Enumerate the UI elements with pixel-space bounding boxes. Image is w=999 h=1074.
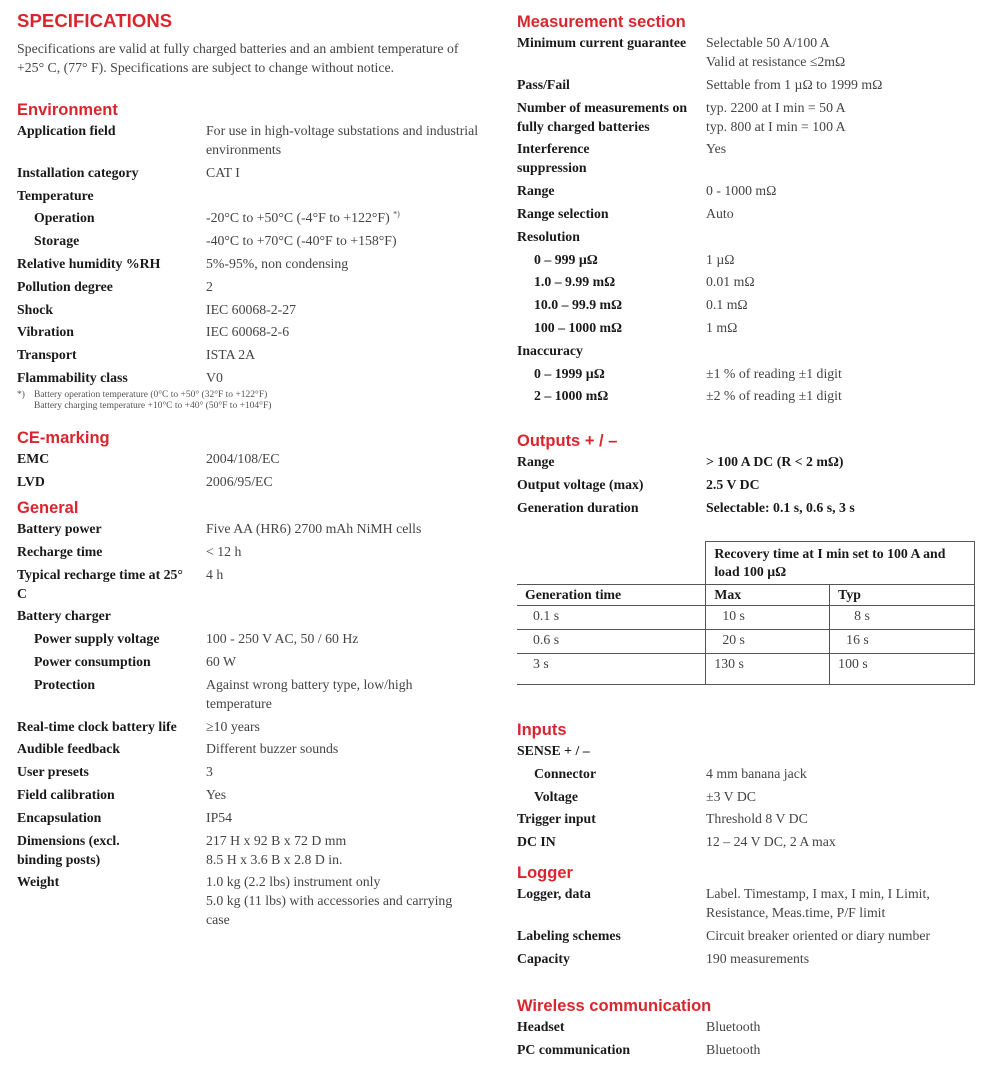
- spec-value: [706, 33, 987, 71]
- spec-row-range: [517, 181, 987, 200]
- spec-value: 0.1 mΩ: [706, 297, 748, 313]
- dimensions-imperial: 8.5 H x 3.6 B x 2.8 D in.: [206, 851, 343, 867]
- table-header-row: [517, 585, 975, 606]
- footnote-text: Battery operation temperature (0°C to +50° (32°F to +122°F): [34, 389, 268, 400]
- spec-label: Range: [517, 454, 555, 469]
- spec-row-flammability: [17, 368, 487, 387]
- spec-value: ±1 % of reading ±1 digit: [706, 365, 842, 381]
- spec-value: > 100 A DC (R < 2 mΩ): [706, 454, 844, 469]
- spec-value: 2006/95/EC: [206, 473, 273, 489]
- table-cell: 100 s: [830, 654, 975, 685]
- ce-marking-section: [17, 427, 487, 491]
- spec-row-trigger: [517, 809, 987, 828]
- spec-row-output-voltage: [517, 475, 987, 494]
- num-measurements-50a: typ. 2200 at I min = 50 A: [706, 99, 846, 115]
- spec-row-installation-category: [17, 163, 487, 182]
- spec-label: Application field: [17, 123, 116, 138]
- spec-label: 2 – 1000 mΩ: [534, 388, 609, 404]
- spec-row-operation: [17, 208, 487, 227]
- spec-row-interference: [517, 139, 987, 177]
- table-cell: 8 s: [830, 606, 975, 630]
- spec-label: Power supply voltage: [34, 631, 160, 647]
- section-heading-inputs: Inputs: [517, 721, 567, 739]
- table-col-header: Typ: [830, 585, 975, 606]
- spec-value: Against wrong battery type, low/high temperature: [206, 676, 413, 711]
- spec-value: For use in high-voltage substations and industrial environments: [206, 123, 479, 157]
- spec-label: DC IN: [517, 834, 556, 850]
- spec-value: Label. Timestamp, I max, I min, I Limit, Resistance, Meas.time, P/F limit: [706, 886, 930, 920]
- spec-row-lvd: [17, 472, 487, 491]
- spec-row-generation-duration: [517, 498, 987, 517]
- spec-value: [206, 872, 487, 929]
- footnote-mark: *): [17, 389, 25, 400]
- spec-value: 60 W: [206, 653, 237, 669]
- page-title: SPECIFICATIONS: [17, 10, 173, 31]
- spec-label: Typical recharge time at 25° C: [17, 566, 183, 601]
- spec-label: Encapsulation: [17, 809, 102, 825]
- resolution-row: [517, 318, 987, 337]
- spec-value: 0.01 mΩ: [706, 274, 755, 290]
- spec-value: 4 h: [206, 566, 224, 582]
- spec-value: Different buzzer sounds: [206, 741, 339, 757]
- spec-label: Real-time clock battery life: [17, 718, 177, 734]
- spec-label: Operation: [34, 210, 95, 226]
- spec-label: Logger, data: [517, 886, 591, 901]
- spec-row-power-supply-voltage: [17, 629, 487, 648]
- weight-instrument: 1.0 kg (2.2 lbs) instrument only: [206, 874, 381, 890]
- spec-label: Pollution degree: [17, 278, 113, 294]
- logger-section: [517, 862, 987, 968]
- resolution-row: [517, 295, 987, 314]
- spec-value: Yes: [706, 141, 727, 157]
- table-col-header: Max: [706, 585, 830, 606]
- spec-value: IEC 60068-2-27: [206, 301, 297, 317]
- spec-row-pc-communication: [517, 1040, 987, 1059]
- inaccuracy-row: [517, 386, 987, 405]
- spec-label: Minimum current guarantee: [517, 35, 687, 50]
- spec-label: Installation category: [17, 164, 139, 180]
- spec-label: Headset: [517, 1019, 565, 1034]
- footnote-line-1: [17, 390, 487, 401]
- section-heading-outputs: Outputs + / –: [517, 432, 618, 450]
- measurement-section: [517, 11, 987, 405]
- spec-row-field-calibration: [17, 785, 487, 804]
- spec-label: Capacity: [517, 950, 570, 966]
- section-heading-general: General: [17, 499, 79, 517]
- spec-value: 3: [206, 764, 213, 780]
- spec-value: 2: [206, 278, 213, 294]
- environment-section: [17, 99, 487, 412]
- spec-row-labeling: [517, 926, 987, 945]
- spec-value: < 12 h: [206, 543, 242, 559]
- spec-label: Interference suppression: [517, 141, 590, 176]
- spec-value: IP54: [206, 809, 233, 825]
- spec-label: SENSE + / –: [517, 743, 590, 758]
- spec-label: 0 – 999 µΩ: [534, 251, 598, 267]
- operation-temp-value: -20°C to +50°C (-4°F to +122°F): [206, 210, 390, 226]
- section-heading-logger: Logger: [517, 864, 573, 882]
- spec-value: Settable from 1 µΩ to 1999 mΩ: [706, 76, 883, 92]
- spec-label: Voltage: [534, 788, 578, 804]
- spec-label: Storage: [34, 233, 80, 249]
- min-current-selectable: Selectable 50 A/100 A: [706, 35, 830, 50]
- table-row: [517, 654, 975, 685]
- spec-label: Inaccuracy: [517, 342, 583, 358]
- spec-row-humidity: [17, 254, 487, 273]
- spec-value: [206, 606, 487, 625]
- spec-label: Trigger input: [517, 811, 596, 827]
- num-measurements-100a: typ. 800 at I min = 100 A: [706, 118, 846, 134]
- spec-label: Weight: [17, 874, 60, 890]
- table-row: [517, 630, 975, 654]
- spec-row-transport: [17, 345, 487, 364]
- table-empty-header: [517, 542, 706, 585]
- table-cell: 130 s: [706, 654, 830, 685]
- spec-value: 0 - 1000 mΩ: [706, 183, 777, 199]
- weight-with-accessories: 5.0 kg (11 lbs) with accessories and carrying case: [206, 893, 453, 928]
- spec-label: EMC: [17, 451, 50, 466]
- spec-label: Dimensions (excl. binding posts): [17, 832, 120, 867]
- spec-value: 12 – 24 V DC, 2 A max: [706, 834, 836, 850]
- table-cell: 0.6 s: [517, 630, 706, 654]
- spec-row-pollution: [17, 277, 487, 296]
- table-cell: 0.1 s: [517, 606, 706, 630]
- spec-label: Range: [517, 183, 555, 199]
- spec-label: Transport: [17, 347, 77, 363]
- section-heading-ce-marking: CE-marking: [17, 429, 110, 447]
- spec-row-min-current: [517, 33, 987, 71]
- section-heading-measurement: Measurement section: [517, 13, 686, 31]
- spec-value: Bluetooth: [706, 1019, 761, 1034]
- table-col-header: Generation time: [517, 585, 706, 606]
- intro-text: Specifications are valid at fully charged batteries and an ambient temperature of +25° C, (77° F). Specifications are subject to change without notice.: [17, 41, 459, 75]
- spec-value: IEC 60068-2-6: [206, 324, 290, 340]
- general-section: [17, 497, 487, 929]
- spec-value: 2.5 V DC: [706, 476, 760, 492]
- spec-value: ISTA 2A: [206, 347, 256, 363]
- section-heading-environment: Environment: [17, 101, 118, 119]
- spec-value: CAT I: [206, 164, 240, 180]
- spec-label: User presets: [17, 764, 89, 780]
- spec-row-headset: [517, 1017, 987, 1036]
- spec-value: [706, 741, 987, 760]
- spec-value: Threshold 8 V DC: [706, 811, 808, 827]
- table-cell: 3 s: [517, 654, 706, 685]
- wireless-section: [517, 995, 987, 1059]
- spec-label: Battery charger: [17, 608, 111, 624]
- spec-label: Shock: [17, 301, 54, 317]
- spec-label: Temperature: [17, 187, 94, 203]
- spec-value: Auto: [706, 205, 734, 221]
- spec-value: Yes: [206, 786, 227, 802]
- spec-label: Battery power: [17, 521, 102, 536]
- spec-label: Recharge time: [17, 543, 103, 559]
- spec-row-emc: [17, 449, 487, 468]
- spec-row-inaccuracy: [517, 341, 987, 360]
- spec-value: [206, 831, 487, 869]
- spec-row-vibration: [17, 322, 487, 341]
- spec-value: Five AA (HR6) 2700 mAh NiMH cells: [206, 521, 422, 536]
- spec-row-sense: [517, 741, 987, 760]
- spec-label: Protection: [34, 676, 96, 692]
- spec-label: PC communication: [517, 1041, 631, 1057]
- table-cell: 10 s: [706, 606, 830, 630]
- spec-label: Generation duration: [517, 499, 639, 515]
- resolution-row: [517, 250, 987, 269]
- spec-label: Range selection: [517, 205, 609, 221]
- spec-row-dimensions: [17, 831, 487, 869]
- spec-row-num-measurements: [517, 98, 987, 136]
- spec-value: Circuit breaker oriented or diary number: [706, 927, 931, 943]
- spec-label: Connector: [534, 765, 597, 781]
- spec-row-encapsulation: [17, 808, 487, 827]
- dimensions-metric: 217 H x 92 B x 72 D mm: [206, 832, 347, 848]
- spec-value: Bluetooth: [706, 1041, 761, 1057]
- spec-value: ±2 % of reading ±1 digit: [706, 388, 842, 404]
- spec-label: Pass/Fail: [517, 76, 570, 92]
- spec-row-storage: [17, 231, 487, 250]
- spec-label: 0 – 1999 µΩ: [534, 365, 605, 381]
- spec-label: Power consumption: [34, 653, 151, 669]
- spec-value: [206, 208, 487, 227]
- spec-row-dc-in: [517, 832, 987, 851]
- footnote-line-2: Battery charging temperature +10°C to +40° (50°F to +104°F): [34, 400, 272, 411]
- spec-value: [706, 98, 987, 136]
- inputs-section: [517, 719, 987, 851]
- min-current-validity: Valid at resistance ≤2mΩ: [706, 54, 846, 69]
- spec-label: Labeling schemes: [517, 927, 621, 943]
- spec-row-resolution: [517, 227, 987, 246]
- spec-label: Resolution: [517, 228, 580, 244]
- spec-row-battery-power: [17, 519, 487, 538]
- spec-label: Field calibration: [17, 786, 115, 802]
- spec-row-connector: [517, 764, 987, 783]
- spec-row-shock: [17, 300, 487, 319]
- spec-label: LVD: [17, 473, 45, 489]
- spec-value: [206, 186, 487, 205]
- spec-row-pass-fail: [517, 75, 987, 94]
- spec-label: Number of measurements on fully charged batteries: [517, 99, 688, 134]
- spec-row-capacity: [517, 949, 987, 968]
- spec-value: Selectable: 0.1 s, 0.6 s, 3 s: [706, 499, 855, 515]
- spec-value: [706, 341, 987, 360]
- spec-row-typical-recharge: [17, 565, 487, 603]
- spec-row-rtc-battery: [17, 717, 487, 736]
- spec-label: Relative humidity %RH: [17, 255, 161, 271]
- spec-row-logger-data: [517, 884, 987, 922]
- spec-value: 5%-95%, non condensing: [206, 255, 349, 271]
- inaccuracy-row: [517, 364, 987, 383]
- spec-label: 10.0 – 99.9 mΩ: [534, 297, 623, 313]
- table-group-header: Recovery time at I min set to 100 A and load 100 µΩ: [706, 542, 975, 585]
- spec-row-protection: [17, 675, 487, 713]
- table-cell: 20 s: [706, 630, 830, 654]
- spec-value: V0: [206, 369, 223, 385]
- footnote-marker: *): [393, 209, 400, 219]
- spec-row-temperature: [17, 186, 487, 205]
- spec-label: Vibration: [17, 324, 74, 340]
- spec-row-power-consumption: [17, 652, 487, 671]
- spec-row-output-range: [517, 452, 987, 471]
- spec-value: [706, 227, 987, 246]
- spec-label: Flammability class: [17, 369, 128, 385]
- spec-value: -40°C to +70°C (-40°F to +158°F): [206, 233, 397, 249]
- spec-row-audible-feedback: [17, 739, 487, 758]
- table-group-header-row: [517, 542, 975, 585]
- spec-label: 100 – 1000 mΩ: [534, 319, 623, 335]
- section-heading-wireless: Wireless communication: [517, 997, 712, 1015]
- spec-value: 190 measurements: [706, 950, 810, 966]
- spec-row-range-selection: [517, 204, 987, 223]
- spec-label: 1.0 – 9.99 mΩ: [534, 274, 616, 290]
- spec-row-weight: [17, 872, 487, 929]
- spec-label: Output voltage (max): [517, 476, 644, 492]
- spec-row-battery-charger: [17, 606, 487, 625]
- spec-value: 2004/108/EC: [206, 451, 280, 466]
- resolution-row: [517, 272, 987, 291]
- spec-value: 4 mm banana jack: [706, 765, 807, 781]
- spec-label: Audible feedback: [17, 741, 121, 757]
- spec-row-user-presets: [17, 762, 487, 781]
- spec-value: 1 µΩ: [706, 251, 735, 267]
- recovery-time-table: [517, 541, 975, 685]
- spec-value: ±3 V DC: [706, 788, 757, 804]
- table-row: [517, 606, 975, 630]
- spec-value: 1 mΩ: [706, 319, 738, 335]
- spec-row-voltage: [517, 787, 987, 806]
- spec-value: 100 - 250 V AC, 50 / 60 Hz: [206, 631, 359, 647]
- outputs-section: [517, 430, 987, 517]
- temperature-footnote: [17, 390, 487, 412]
- table-cell: 16 s: [830, 630, 975, 654]
- spec-row-application-field: [17, 121, 487, 159]
- spec-row-recharge-time: [17, 542, 487, 561]
- spec-value: ≥10 years: [206, 718, 260, 734]
